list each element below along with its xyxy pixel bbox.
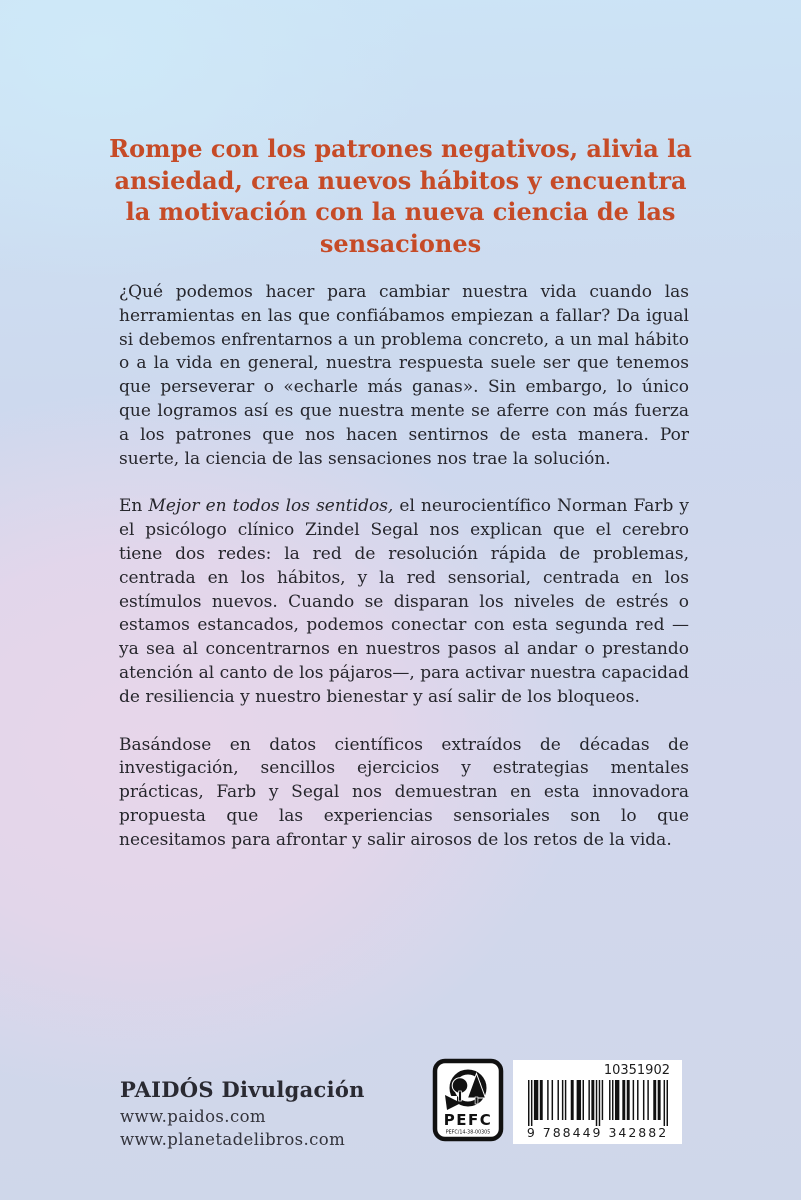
synopsis-paragraph-1: ¿Qué podemos hacer para cambiar nuestra vida cuando las herramientas en las que confiábamos empiezan a fallar? Da igual si debemos enfrentarnos a un problema concreto, a un mal hábito o a la vida en general, nuestra respuesta suele ser que tenemos que perseverar o «echarle más ganas». Sin embargo, lo único que logramos así es que nuestra mente se aferre con más fuerza a los patrones que nos hacen sentirnos de esta manera. Por suerte, la ciencia de las sensaciones nos trae la solución.	[119, 282, 689, 469]
paragraph-2-rest: el neurocientífico Norman Farb y el psicólogo clínico Zindel Segal nos explican que el cerebro tiene dos redes: la red de resolución rápida de problemas, centrada en los hábitos, y la red sensorial, centrada en los estímulos nuevos. Cuando se disparan los niveles de estrés o estamos estancados, podemos conectar con esta segunda red —ya sea al concentrarnos en nuestros pasos al andar o prestando atención al canto de los pájaros—, para activar nuestra capacidad de resiliencia y nuestro bienestar y así salir de los bloqueos.	[119, 496, 689, 707]
planetadelibros-url: www.planetadelibros.com	[120, 1130, 346, 1149]
synopsis-paragraph-3: Basándose en datos científicos extraídos de décadas de investigación, sencillos ejercicios y estrategias mentales prácticas, Farb y Segal nos demuestran en esta innovadora propuesta que las experiencias sensoriales son lo que necesitamos para afrontar y salir airosos de los retos de la vida.	[119, 734, 689, 850]
headline: Rompe con los patrones negativos, alivia la ansiedad, crea nuevos hábitos y encuentra la motivación con la nueva ciencia de las sensaciones	[109, 134, 692, 258]
synopsis	[119, 281, 689, 877]
pefc-label: PEFC	[443, 1111, 493, 1129]
pefc-certification-logo	[432, 1058, 504, 1142]
barcode-number: 10351902	[603, 1063, 670, 1078]
publisher-url: www.paidos.com	[120, 1107, 266, 1126]
pefc-logo-icon	[432, 1058, 504, 1142]
paragraph-2-lead: En	[119, 496, 149, 517]
book-title-italic: Mejor en todos los sentidos,	[148, 496, 394, 517]
isbn-digits: 9 788449 342882	[526, 1125, 669, 1140]
pefc-code: PEFC/14-38-00305	[445, 1130, 491, 1136]
publisher-imprint: PAIDÓS Divulgación	[120, 1077, 365, 1102]
barcode-bars-icon	[528, 1080, 668, 1126]
barcode	[513, 1060, 682, 1144]
synopsis-paragraph-2	[119, 495, 689, 709]
